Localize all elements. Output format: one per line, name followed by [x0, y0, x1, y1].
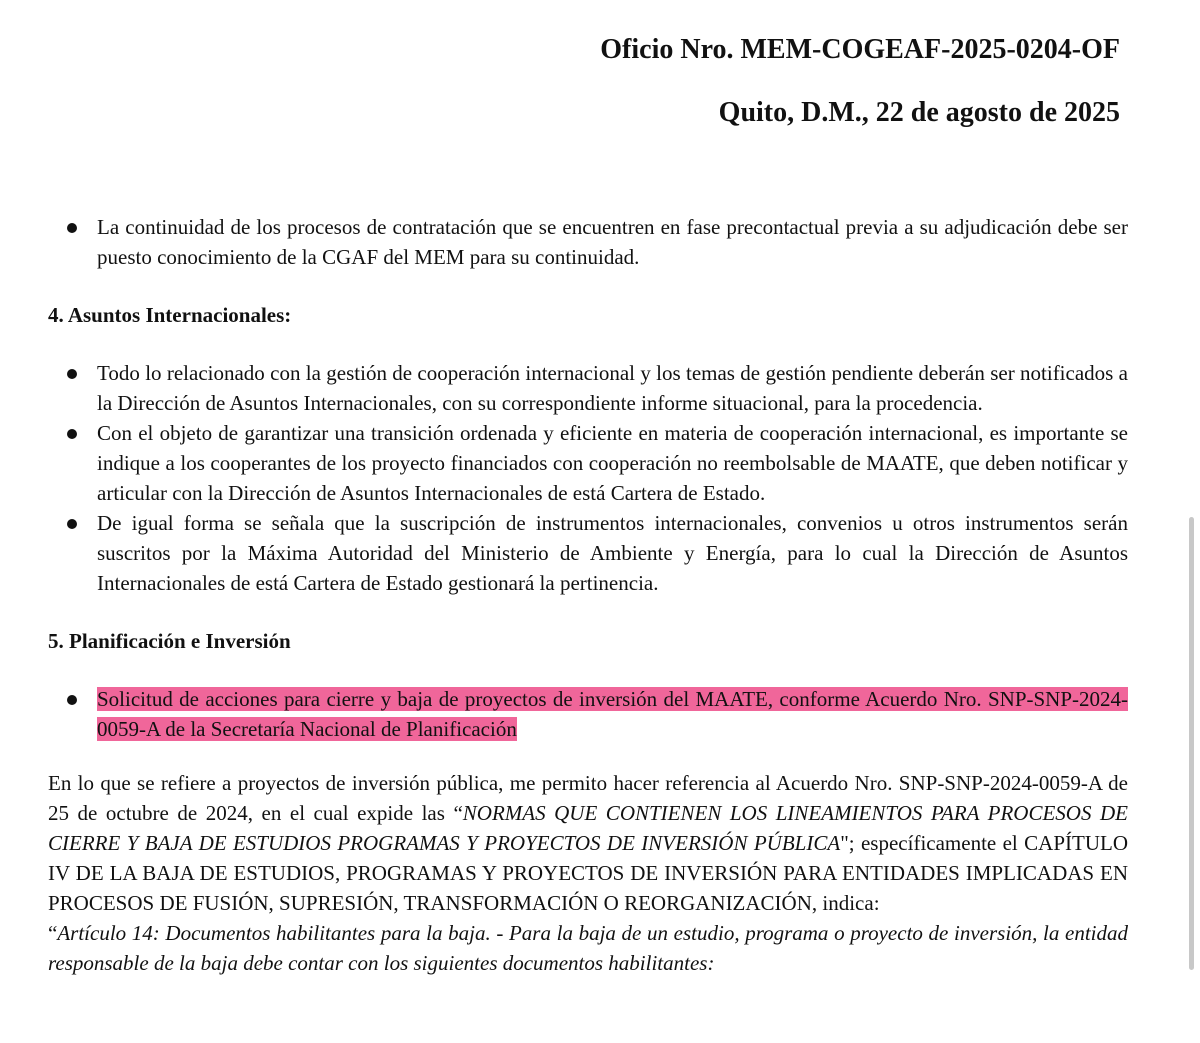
bullet-icon	[67, 369, 77, 379]
list-item	[48, 684, 1128, 744]
article-quote	[48, 918, 1128, 978]
paragraph-text-start: En lo que se refiere a proyectos de inversión pública, me permito hacer referencia al Acuerdo Nro. SNP-SNP-2024-0059-A de 25 de octubre de 2024, en el cual expide las “	[48, 771, 1128, 825]
paragraph-italic-title: NORMAS QUE CONTIENEN LOS LINEAMIENTOS PARA PROCESOS DE CIERRE Y BAJA DE ESTUDIOS PROGRAMAS Y PROYECTOS DE INVERSIÓN PÚBLICA	[48, 801, 1128, 855]
quote-open-mark: “	[48, 921, 58, 945]
section-title-planificacion: 5. Planificación e Inversión	[48, 629, 291, 653]
office-number-heading: Oficio Nro. MEM-COGEAF-2025-0204-OF	[600, 34, 1120, 65]
bullet-icon	[67, 519, 77, 529]
paragraph-text-end: "; específicamente el CAPÍTULO IV DE LA BAJA DE ESTUDIOS, PROGRAMAS Y PROYECTOS DE INVERSIÓN PARA ENTIDADES IMPLICADAS EN PROCESOS DE FUSIÓN, SUPRESIÓN, TRANSFORMACIÓN O REORGANIZACIÓN, indica:	[48, 831, 1128, 915]
intro-bullet-list	[48, 212, 1128, 272]
list-item	[48, 508, 1128, 598]
list-item	[48, 358, 1128, 418]
list-item-text: Con el objeto de garantizar una transición ordenada y eficiente en materia de cooperación internacional, es importante se indique a los cooperantes de los proyecto financiados con cooperación no reembolsable de MAATE, que deben notificar y articular con la Dirección de Asuntos Internacionales de está Cartera de Estado.	[97, 421, 1128, 505]
section5-bullet-list	[48, 684, 1128, 744]
body-paragraph	[48, 768, 1128, 918]
place-date-heading: Quito, D.M., 22 de agosto de 2025	[718, 97, 1120, 128]
highlighted-text: Solicitud de acciones para cierre y baja de proyectos de inversión del MAATE, conforme Acuerdo Nro. SNP-SNP-2024-0059-A de la Secretaría Nacional de Planificación	[97, 687, 1128, 741]
list-item-text: De igual forma se señala que la suscripción de instrumentos internacionales, convenios u otros instrumentos serán suscritos por la Máxima Autoridad del Ministerio de Ambiente y Energía, para lo cual la Dirección de Asuntos Internacionales de está Cartera de Estado gestionará la pertinencia.	[97, 511, 1128, 595]
bullet-icon	[67, 429, 77, 439]
list-item-text: La continuidad de los procesos de contratación que se encuentren en fase precontactual previa a su adjudicación debe ser puesto conocimiento de la CGAF del MEM para su continuidad.	[97, 215, 1128, 269]
list-item	[48, 418, 1128, 508]
section-title-asuntos-internacionales: 4. Asuntos Internacionales:	[48, 303, 292, 327]
vertical-scrollbar[interactable]	[1189, 517, 1194, 970]
quote-text: Artículo 14: Documentos habilitantes para la baja. - Para la baja de un estudio, programa o proyecto de inversión, la entidad responsable de la baja debe contar con los siguientes documentos habilitantes:	[48, 921, 1128, 975]
bullet-icon	[67, 223, 77, 233]
bullet-icon	[67, 695, 77, 705]
list-item-text: Todo lo relacionado con la gestión de cooperación internacional y los temas de gestión pendiente deberán ser notificados a la Dirección de Asuntos Internacionales, con su correspondiente informe situacional, para la procedencia.	[97, 361, 1128, 415]
section4-bullet-list	[48, 358, 1128, 598]
document-body	[48, 212, 1128, 978]
list-item	[48, 212, 1128, 272]
